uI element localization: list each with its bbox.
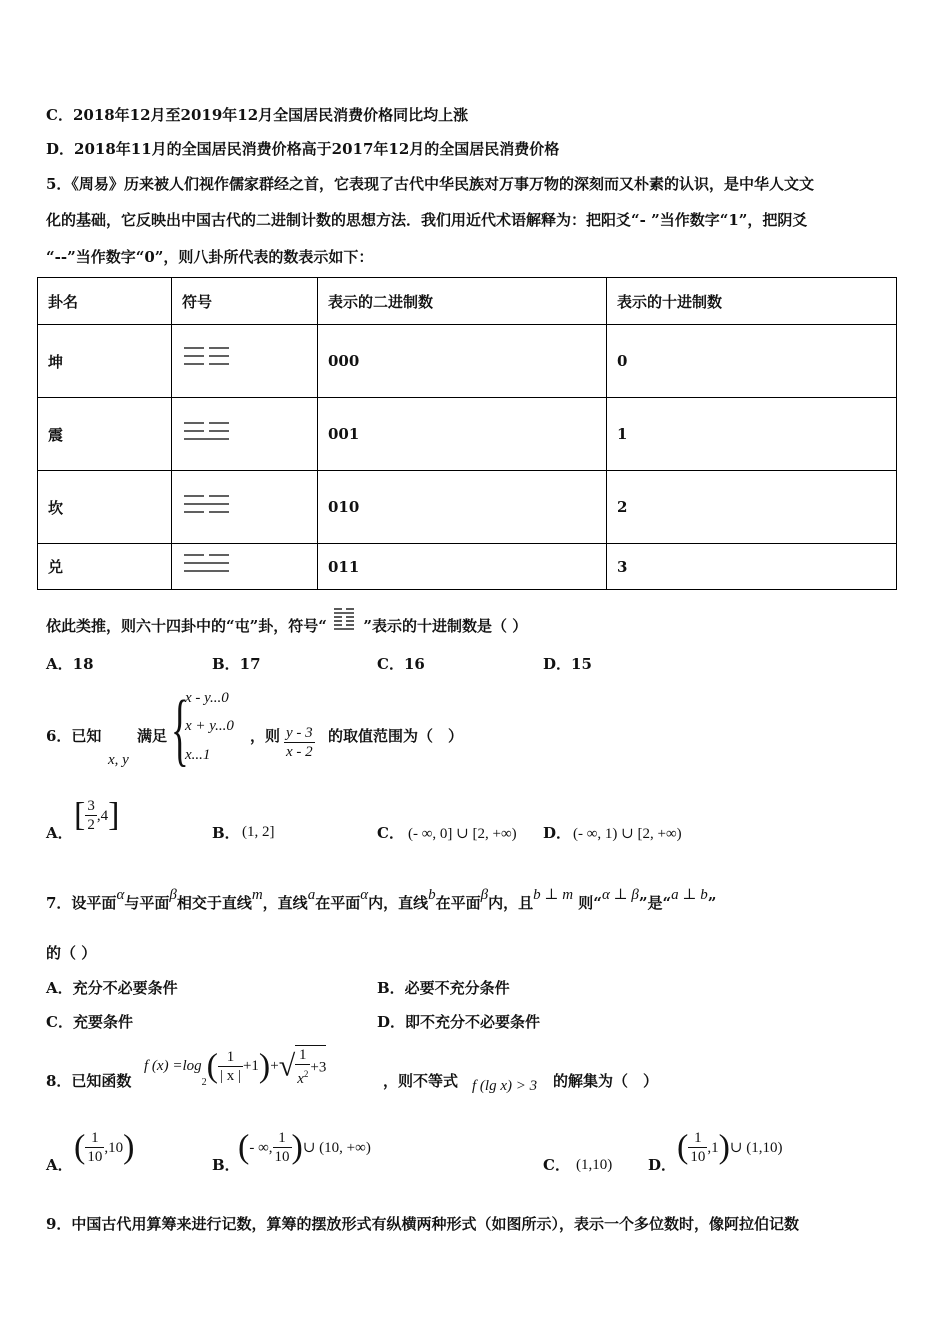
q8-d-union: ∪ (1,10) (729, 1140, 783, 1156)
q8-log-base: 2 (201, 1077, 207, 1088)
trigram-binary: 011 (318, 544, 607, 590)
trigram-binary: 001 (318, 398, 607, 471)
q8-option-b-label[interactable]: B． (212, 1156, 240, 1174)
q5-stem-line2: 化的基础，它反映出中国古代的二进制计数的思想方法．我们用近代术语解释为：把阳爻“- ”当作数字“1”，把阴爻 (46, 211, 808, 229)
trigram-name: 兑 (38, 544, 172, 590)
q6-option-b-value[interactable]: (1, 2] (242, 824, 275, 840)
q6-option-b-label[interactable]: B． (212, 824, 240, 842)
q8-sqrt-denominator (295, 1065, 310, 1088)
q5-question-part2: ”表示的十进制数是（ ） (363, 617, 528, 635)
q6-vars: x, y (108, 752, 129, 768)
q7-text: 内，且 (488, 894, 534, 912)
q8-option-b[interactable] (238, 1129, 371, 1166)
q7-beta: β (169, 887, 177, 903)
q8-d-tail: ,1 (707, 1140, 719, 1156)
q7-option-b[interactable]: B．必要不充分条件 (377, 979, 510, 997)
q5-option-b[interactable]: B．17 (212, 655, 261, 673)
q8-a-numerator: 1 (85, 1129, 104, 1148)
q5-option-c[interactable]: C．16 (377, 655, 425, 673)
q6-frac-numerator: y - 3 (286, 725, 313, 741)
q8-fx: f (x) =log (144, 1058, 202, 1074)
q8-a-tail: ,10 (104, 1140, 124, 1156)
q8-square: 2 (303, 1069, 309, 1079)
q8-x: x (297, 1071, 304, 1087)
q7-stem (46, 887, 717, 913)
bagua-table (37, 277, 897, 590)
header-symbol: 符号 (172, 278, 318, 325)
right-paren: ) (258, 1047, 271, 1085)
header-binary: 表示的二进制数 (318, 278, 607, 325)
q6-constraint-2: x + y...0 (185, 718, 234, 734)
q8-plus1: +1 (242, 1058, 259, 1074)
q8-option-d-label[interactable]: D． (648, 1156, 677, 1174)
q6-suffix: 的取值范围为（ ） (328, 727, 464, 745)
trigram-symbol (172, 471, 318, 544)
q8-suffix: 的解集为（ ） (553, 1072, 659, 1090)
right-paren: ) (291, 1128, 303, 1166)
q7-alpha-perp-beta: α ⊥ β (601, 887, 639, 903)
q8-option-a[interactable] (74, 1129, 134, 1166)
q7-text: 在平面 (435, 894, 481, 912)
q7-text: 与平面 (124, 894, 170, 912)
q4-option-d: D．2018年11月的全国居民消费价格高于2017年12月的全国居民消费价格 (46, 140, 560, 158)
q8-b-tail: ∪ (10, +∞) (302, 1140, 371, 1156)
table-row (38, 544, 897, 590)
right-bracket: ] (108, 796, 120, 834)
q8-plus: + (270, 1058, 279, 1074)
left-paren: ( (74, 1128, 86, 1166)
trigram-symbol (172, 325, 318, 398)
table-row (38, 325, 897, 398)
q7-alpha: α (116, 887, 125, 903)
q8-plus3: +3 (310, 1059, 327, 1076)
q7-a-perp-b: a ⊥ b (671, 887, 708, 903)
q5-stem-line1: 5．《周易》历来被人们视作儒家群经之首，它表现了古代中华民族对万事万物的深刻而又朴素的认识，是中华人文文 (46, 175, 814, 193)
q8-b-head: - ∞, (249, 1140, 273, 1156)
q7-text: 相交于直线 (176, 894, 252, 912)
trigram-decimal: 3 (607, 544, 897, 590)
q5-question-part1: 依此类推，则六十四卦中的“屯”卦，符号“ (46, 617, 327, 635)
kan-trigram-icon (182, 490, 232, 520)
left-bracket: [ (74, 796, 86, 834)
q7-text: 内，直线 (368, 894, 429, 912)
dui-trigram-icon (182, 552, 232, 578)
q8-prefix: 8．已知函数 (46, 1072, 132, 1090)
q6-satisfy: 满足 (137, 727, 168, 745)
q7-text: ，直线 (262, 894, 308, 912)
q8-inequality: f (lg x) > 3 (472, 1078, 538, 1094)
q6-option-d-value[interactable]: (- ∞, 1) ∪ [2, +∞) (573, 826, 682, 842)
q8-option-d[interactable] (677, 1129, 782, 1166)
q8-frac-numerator: 1 (218, 1048, 243, 1067)
q6-constraint-1: x - y...0 (185, 690, 229, 706)
q8-function (144, 1045, 326, 1088)
q6-a-tail: ,4 (96, 808, 109, 824)
q8-option-c-label[interactable]: C． (543, 1156, 570, 1174)
q7-option-c[interactable]: C．充要条件 (46, 1013, 133, 1031)
q9-stem-line1: 9．中国古代用算筹来进行记数，算筹的摆放形式有纵横两种形式（如图所示），表示一个多位数时，像阿拉伯记数 (46, 1215, 799, 1233)
q6-a-denominator: 2 (87, 817, 95, 833)
q5-question (46, 607, 527, 637)
right-paren: ) (123, 1128, 135, 1166)
q7-m: m (251, 887, 263, 903)
q8-b-denominator: 10 (274, 1149, 290, 1165)
trigram-name: 坤 (38, 325, 172, 398)
q7-b-perp-m: b ⊥ m (533, 887, 574, 903)
trigram-binary: 010 (318, 471, 607, 544)
trigram-decimal: 1 (607, 398, 897, 471)
trigram-decimal: 2 (607, 471, 897, 544)
q8-d-numerator: 1 (688, 1129, 707, 1148)
q6-fraction (284, 724, 315, 761)
q8-option-a-label[interactable]: A． (46, 1156, 73, 1174)
left-paren: ( (677, 1128, 689, 1166)
q7-a: a (307, 887, 316, 903)
trigram-symbol (172, 544, 318, 590)
sqrt-icon: √ (278, 1049, 296, 1083)
trigram-name: 震 (38, 398, 172, 471)
q6-a-numerator: 3 (87, 798, 95, 814)
q6-prefix: 6．已知 (46, 727, 102, 745)
q5-option-a[interactable]: A．18 (46, 655, 94, 673)
q6-frac-denominator: x - 2 (286, 744, 313, 760)
right-paren: ) (718, 1128, 730, 1166)
q7-text: 则“ (578, 894, 602, 912)
q7-text: ” (707, 894, 717, 912)
q7-text: ”是“ (638, 894, 672, 912)
header-decimal: 表示的十进制数 (607, 278, 897, 325)
q8-option-c-value[interactable]: (1,10) (576, 1157, 613, 1173)
zhen-trigram-icon (182, 417, 232, 447)
q7-alpha: α (360, 887, 369, 903)
q7-b: b (428, 887, 436, 903)
left-paren: ( (206, 1047, 218, 1085)
q6-option-c-value[interactable]: (- ∞, 0] ∪ [2, +∞) (408, 826, 517, 842)
q4-option-c: C．2018年12月至2019年12月全国居民消费价格同比均上涨 (46, 106, 469, 124)
kun-trigram-icon (182, 344, 232, 374)
q8-d-denominator: 10 (690, 1149, 706, 1165)
header-name: 卦名 (38, 278, 172, 325)
q8-mid: ，则不等式 (383, 1072, 459, 1090)
q8-b-numerator: 1 (273, 1129, 292, 1148)
q6-brace: { (171, 683, 189, 774)
q8-a-denominator: 10 (87, 1149, 103, 1165)
q8-sqrt-numerator: 1 (295, 1046, 310, 1065)
table-header-row (38, 278, 897, 325)
zhun-hexagram-icon (332, 607, 358, 637)
trigram-binary: 000 (318, 325, 607, 398)
q7-beta: β (480, 887, 489, 903)
q5-stem-line3: “--”当作数字“0”，则八卦所代表的数表示如下： (46, 248, 374, 266)
table-row (38, 398, 897, 471)
q6-constraint-3: x...1 (185, 747, 211, 763)
q7-text: 在平面 (315, 894, 361, 912)
q6-option-c-label[interactable]: C． (377, 824, 404, 842)
left-paren: ( (238, 1128, 250, 1166)
trigram-name: 坎 (38, 471, 172, 544)
q8-radicand (295, 1045, 326, 1088)
q6-option-d-label[interactable]: D． (543, 824, 572, 842)
q8-frac-denominator: | x | (219, 1068, 241, 1084)
q7-option-a[interactable]: A．充分不必要条件 (46, 979, 178, 997)
q6-then: ，则 (250, 727, 281, 745)
q7-stem-end: 的（ ） (46, 944, 97, 962)
q6-option-a-label[interactable]: A． (46, 824, 73, 842)
trigram-symbol (172, 398, 318, 471)
q6-option-a[interactable] (74, 797, 119, 834)
trigram-decimal: 0 (607, 325, 897, 398)
q5-option-d[interactable]: D．15 (543, 655, 592, 673)
q7-text: 7．设平面 (46, 894, 117, 912)
table-row (38, 471, 897, 544)
q7-option-d[interactable]: D．即不充分不必要条件 (377, 1013, 541, 1031)
